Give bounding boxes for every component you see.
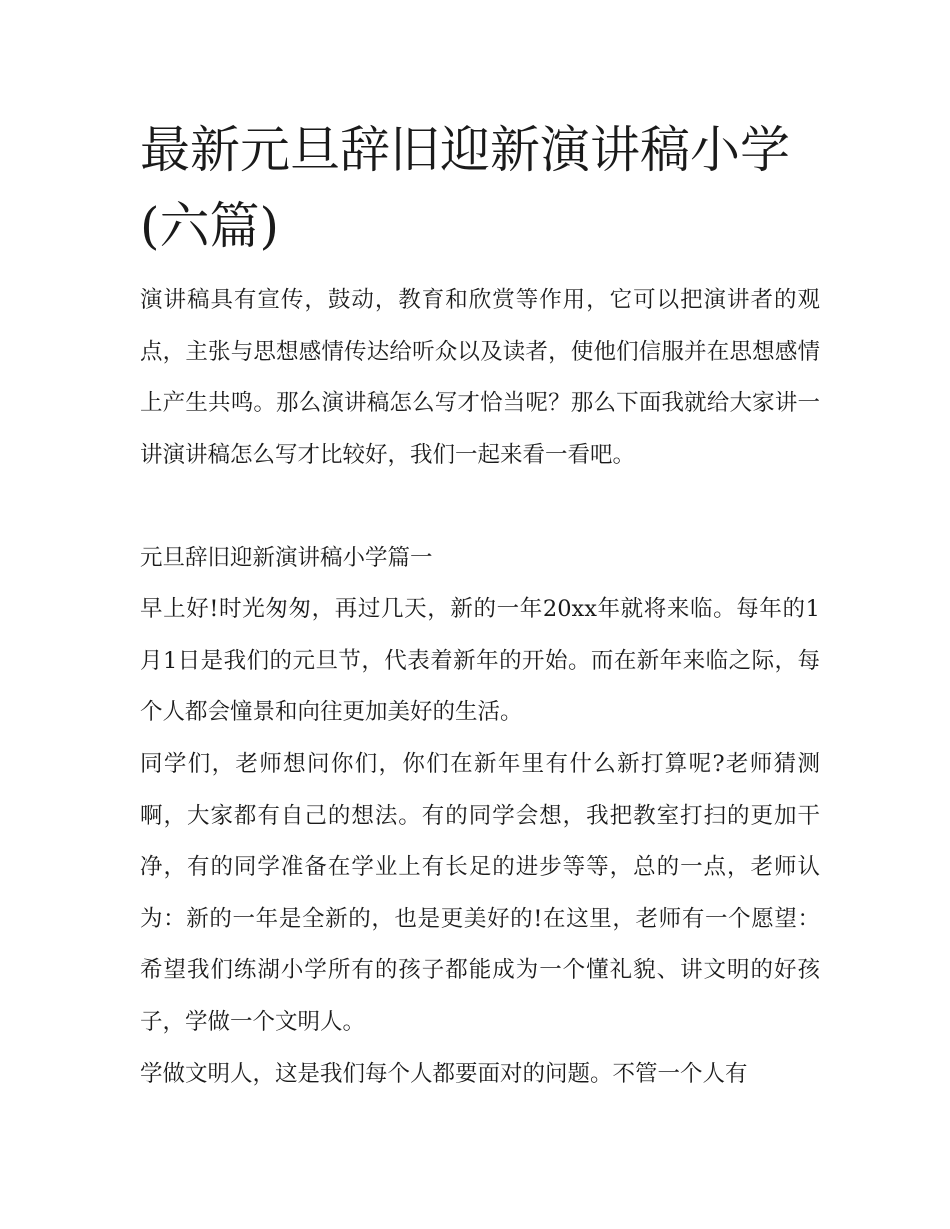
body-paragraph: 早上好!时光匆匆，再过几天，新的一年20xx年就将来临。每年的1月1日是我们的元旦节，代表着新年的开始。而在新年来临之际，每个人都会憧景和向往更加美好的生活。 — [140, 596, 820, 725]
body-paragraph: 同学们，老师想问你们，你们在新年里有什么新打算呢?老师猜测啊，大家都有自己的想法。有的同学会想，我把教室打扫的更加干净，有的同学准备在学业上有长足的进步等等，总的一点，老师认为：新的一年是全新的，也是更美好的!在这里，老师有一个愿望：希望我们练湖小学所有的孩子都能成为一个懂礼貌、讲文明的好孩子，学做一个文明人。 — [140, 751, 820, 1035]
body-paragraph: 学做文明人，这是我们每个人都要面对的问题。不管一个人有 — [140, 1061, 748, 1087]
intro-paragraph: 演讲稿具有宣传，鼓动，教育和欣赏等作用，它可以把演讲者的观点，主张与思想感情传达给听众以及读者，使他们信服并在思想感情上产生共鸣。那么演讲稿怎么写才恰当呢？那么下面我就给大家讲一讲演讲稿怎么写才比较好，我们一起来看一看吧。 — [140, 287, 820, 468]
section-heading: 元旦辞旧迎新演讲稿小学篇一 — [140, 545, 433, 571]
document-title: 最新元旦辞旧迎新演讲稿小学(六篇) — [140, 121, 790, 255]
